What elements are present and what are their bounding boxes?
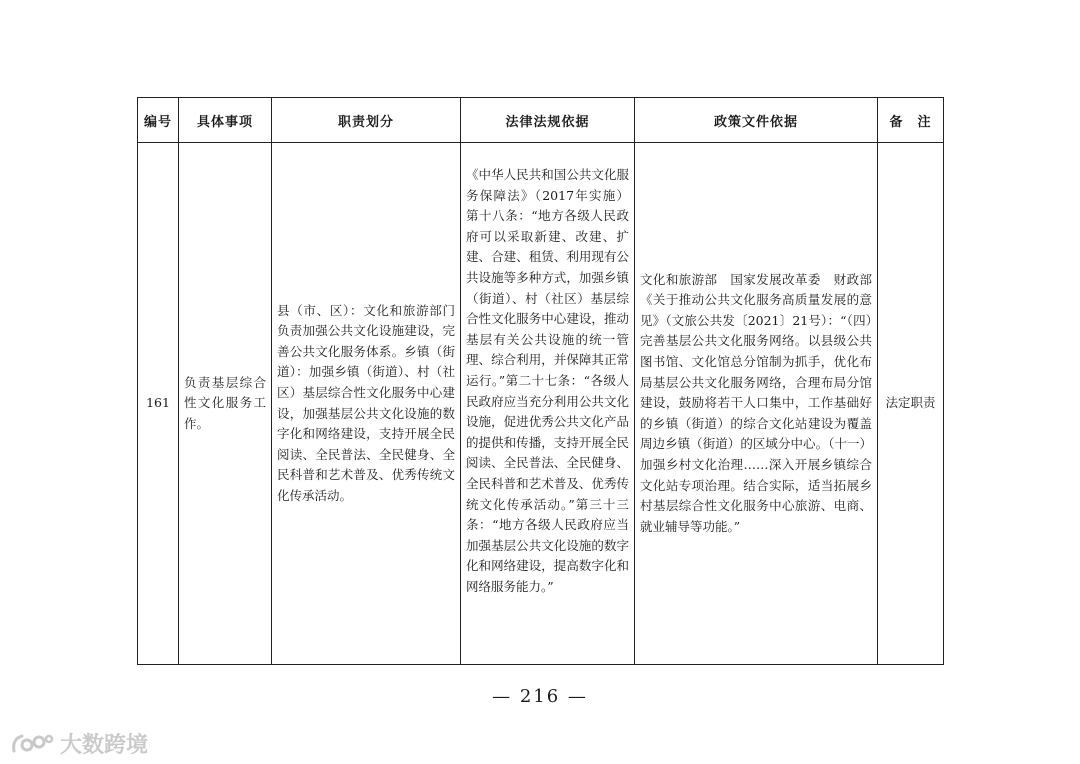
cell-policy-basis: 文化和旅游部 国家发展改革委 财政部《关于推动公共文化服务高质量发展的意见》（文旅公共发〔2021〕21号）：“（四）完善基层公共文化服务网络。以县级公共图书馆、文化馆总分馆制为抓手，优化布局基层公共文化服务网络，合理布局分馆建设，鼓励将若干人口集中，工作基础好的乡镇（街道）的综合文化站建设为覆盖周边乡镇（街道）的区域分中心。（十一）加强乡村文化治理……深入开展乡镇综合文化站专项治理。结合实际，适当拓展乡村基层综合性文化服务中心旅游、电商、就业辅导等功能。” <box>635 143 878 665</box>
table-row <box>138 143 944 665</box>
duty-table <box>137 97 944 665</box>
header-remark: 备 注 <box>878 98 944 143</box>
watermark <box>10 728 148 759</box>
watermark-text: 大数跨境 <box>60 733 149 758</box>
header-item: 具体事项 <box>179 98 272 143</box>
logo-icon <box>10 731 54 757</box>
cell-item: 负责基层综合性文化服务工作。 <box>179 143 272 665</box>
cell-number: 161 <box>138 143 179 665</box>
cell-remark: 法定职责 <box>878 143 944 665</box>
header-responsibility: 职责划分 <box>272 98 461 143</box>
table-header-row <box>138 98 944 143</box>
header-policy-basis: 政策文件依据 <box>635 98 878 143</box>
cell-responsibility: 县（市、区）：文化和旅游部门负责加强公共文化设施建设，完善公共文化服务体系。乡镇（街道）：加强乡镇（街道）、村（社区）基层综合性文化服务中心建设，加强基层公共文化设施的数字化和网络建设，支持开展全民阅读、全民普法、全民健身、全民科普和艺术普及、优秀传统文化传承活动。 <box>272 143 461 665</box>
header-legal-basis: 法律法规依据 <box>461 98 635 143</box>
page-number: — 216 — <box>492 686 588 707</box>
header-number: 编号 <box>138 98 179 143</box>
cell-legal-basis: 《中华人民共和国公共文化服务保障法》（2017年实施）第十八条：“地方各级人民政府可以采取新建、改建、扩建、合建、租赁、利用现有公共设施等多种方式，加强乡镇（街道）、村（社区）基层综合性文化服务中心建设，推动基层有关公共设施的统一管理、综合利用，并保障其正常运行。”第二十七条：“各级人民政府应当充分利用公共文化设施，促进优秀公共文化产品的提供和传播，支持开展全民阅读、全民普法、全民健身、全民科普和艺术普及、优秀传统文化传承活动。”第三十三条：“地方各级人民政府应当加强基层公共文化设施的数字化和网络建设，提高数字化和网络服务能力。” <box>461 143 635 665</box>
